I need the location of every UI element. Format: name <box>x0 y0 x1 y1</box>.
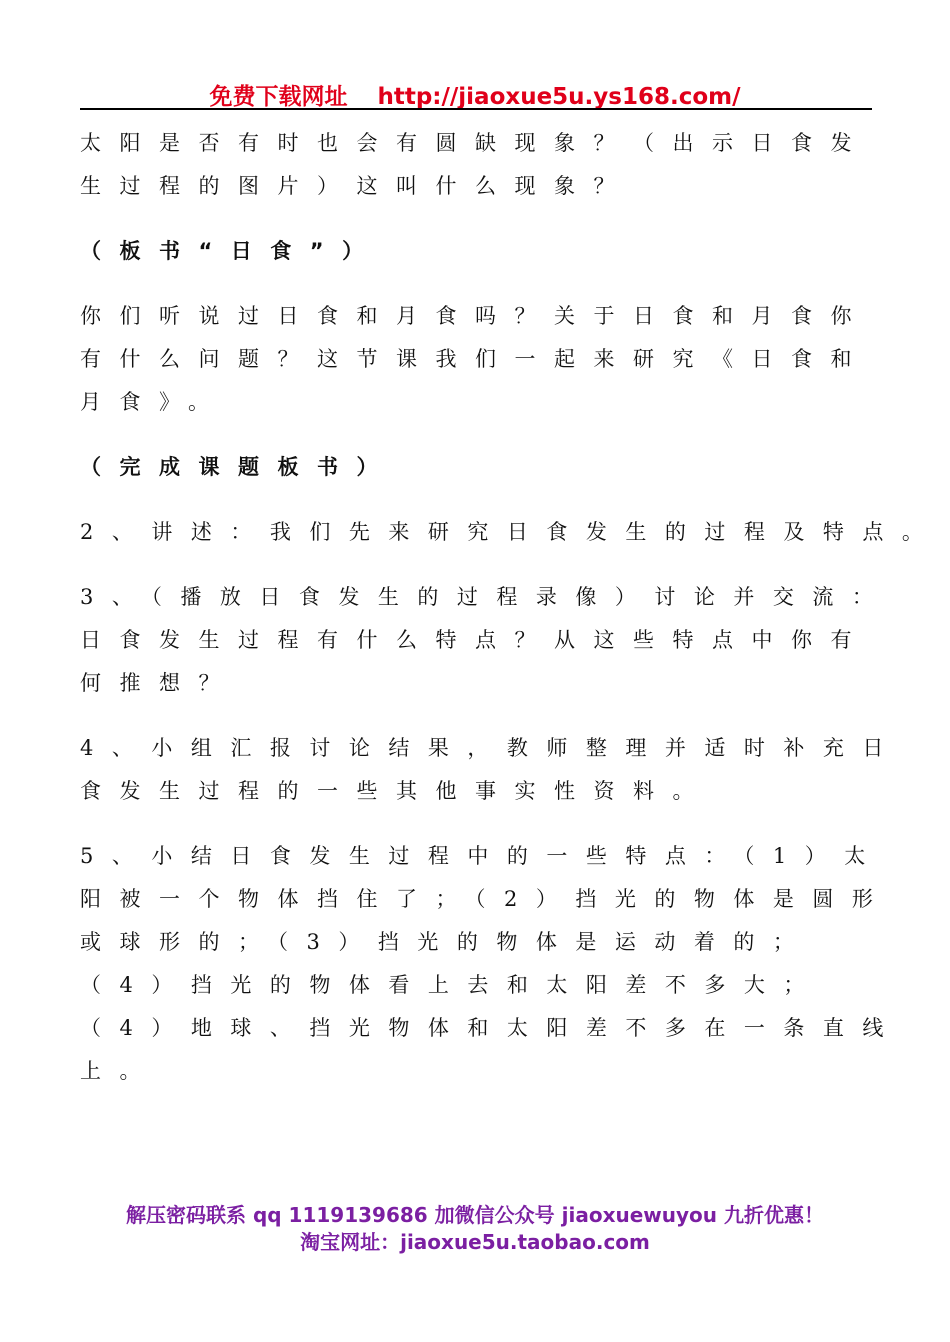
text-line: （4）挡光的物体看上去和太阳差不多大； <box>80 973 823 997</box>
paragraph-step-5 <box>80 835 902 1093</box>
paragraph-step-3 <box>80 576 892 705</box>
paragraph-step-2 <box>80 511 942 554</box>
text-line: 或球形的；（3）挡光的物体是运动着的； <box>80 930 813 954</box>
paragraph-2 <box>80 295 880 424</box>
text-line: 月食》。 <box>80 390 228 414</box>
text-line: （4）地球、挡光物体和太阳差不多在一条直线 <box>80 1016 902 1040</box>
footer-shop-link[interactable]: 淘宝网址：jiaoxue5u.taobao.com <box>300 1230 650 1254</box>
header-label: 免费下载网址 <box>209 84 348 110</box>
header-divider <box>80 108 872 110</box>
title-board-heading: （完成课题板书） <box>80 455 396 479</box>
text-line: 2、讲述：我们先来研究日食发生的过程及特点。 <box>80 520 942 544</box>
text-line: 4、小组汇报讨论结果，教师整理并适时补充日 <box>80 736 902 760</box>
text-line: 何推想？ <box>80 671 238 695</box>
text-line: 3、（播放日食发生的过程录像）讨论并交流： <box>80 585 892 609</box>
text-line: 阳被一个物体挡住了；（2）挡光的物体是圆形 <box>80 887 892 911</box>
footer-contact: 解压密码联系 qq 1119139686 加微信公众号 jiaoxuewuyou 九折优惠！ <box>126 1203 824 1227</box>
document-body <box>80 122 942 1093</box>
board-note-heading: （板书“日食”） <box>80 239 382 263</box>
text-line: 日食发生过程有什么特点？从这些特点中你有 <box>80 628 870 652</box>
text-line: 太阳是否有时也会有圆缺现象？（出示日食发 <box>80 131 870 155</box>
header-banner <box>0 78 950 111</box>
text-line: 你们听说过日食和月食吗？关于日食和月食你 <box>80 304 870 328</box>
text-line: 有什么问题？这节课我们一起来研究《日食和 <box>80 347 870 371</box>
text-line: 食发生过程的一些其他事实性资料。 <box>80 779 712 803</box>
text-line: 生过程的图片）这叫什么现象？ <box>80 174 633 198</box>
text-line: 上。 <box>80 1059 159 1083</box>
text-line: 5、小结日食发生过程中的一些特点：（1）太 <box>80 844 884 868</box>
paragraph-step-4 <box>80 727 902 813</box>
paragraph-1 <box>80 122 880 208</box>
header-url-link[interactable]: http://jiaoxue5u.ys168.com/ <box>377 84 741 110</box>
